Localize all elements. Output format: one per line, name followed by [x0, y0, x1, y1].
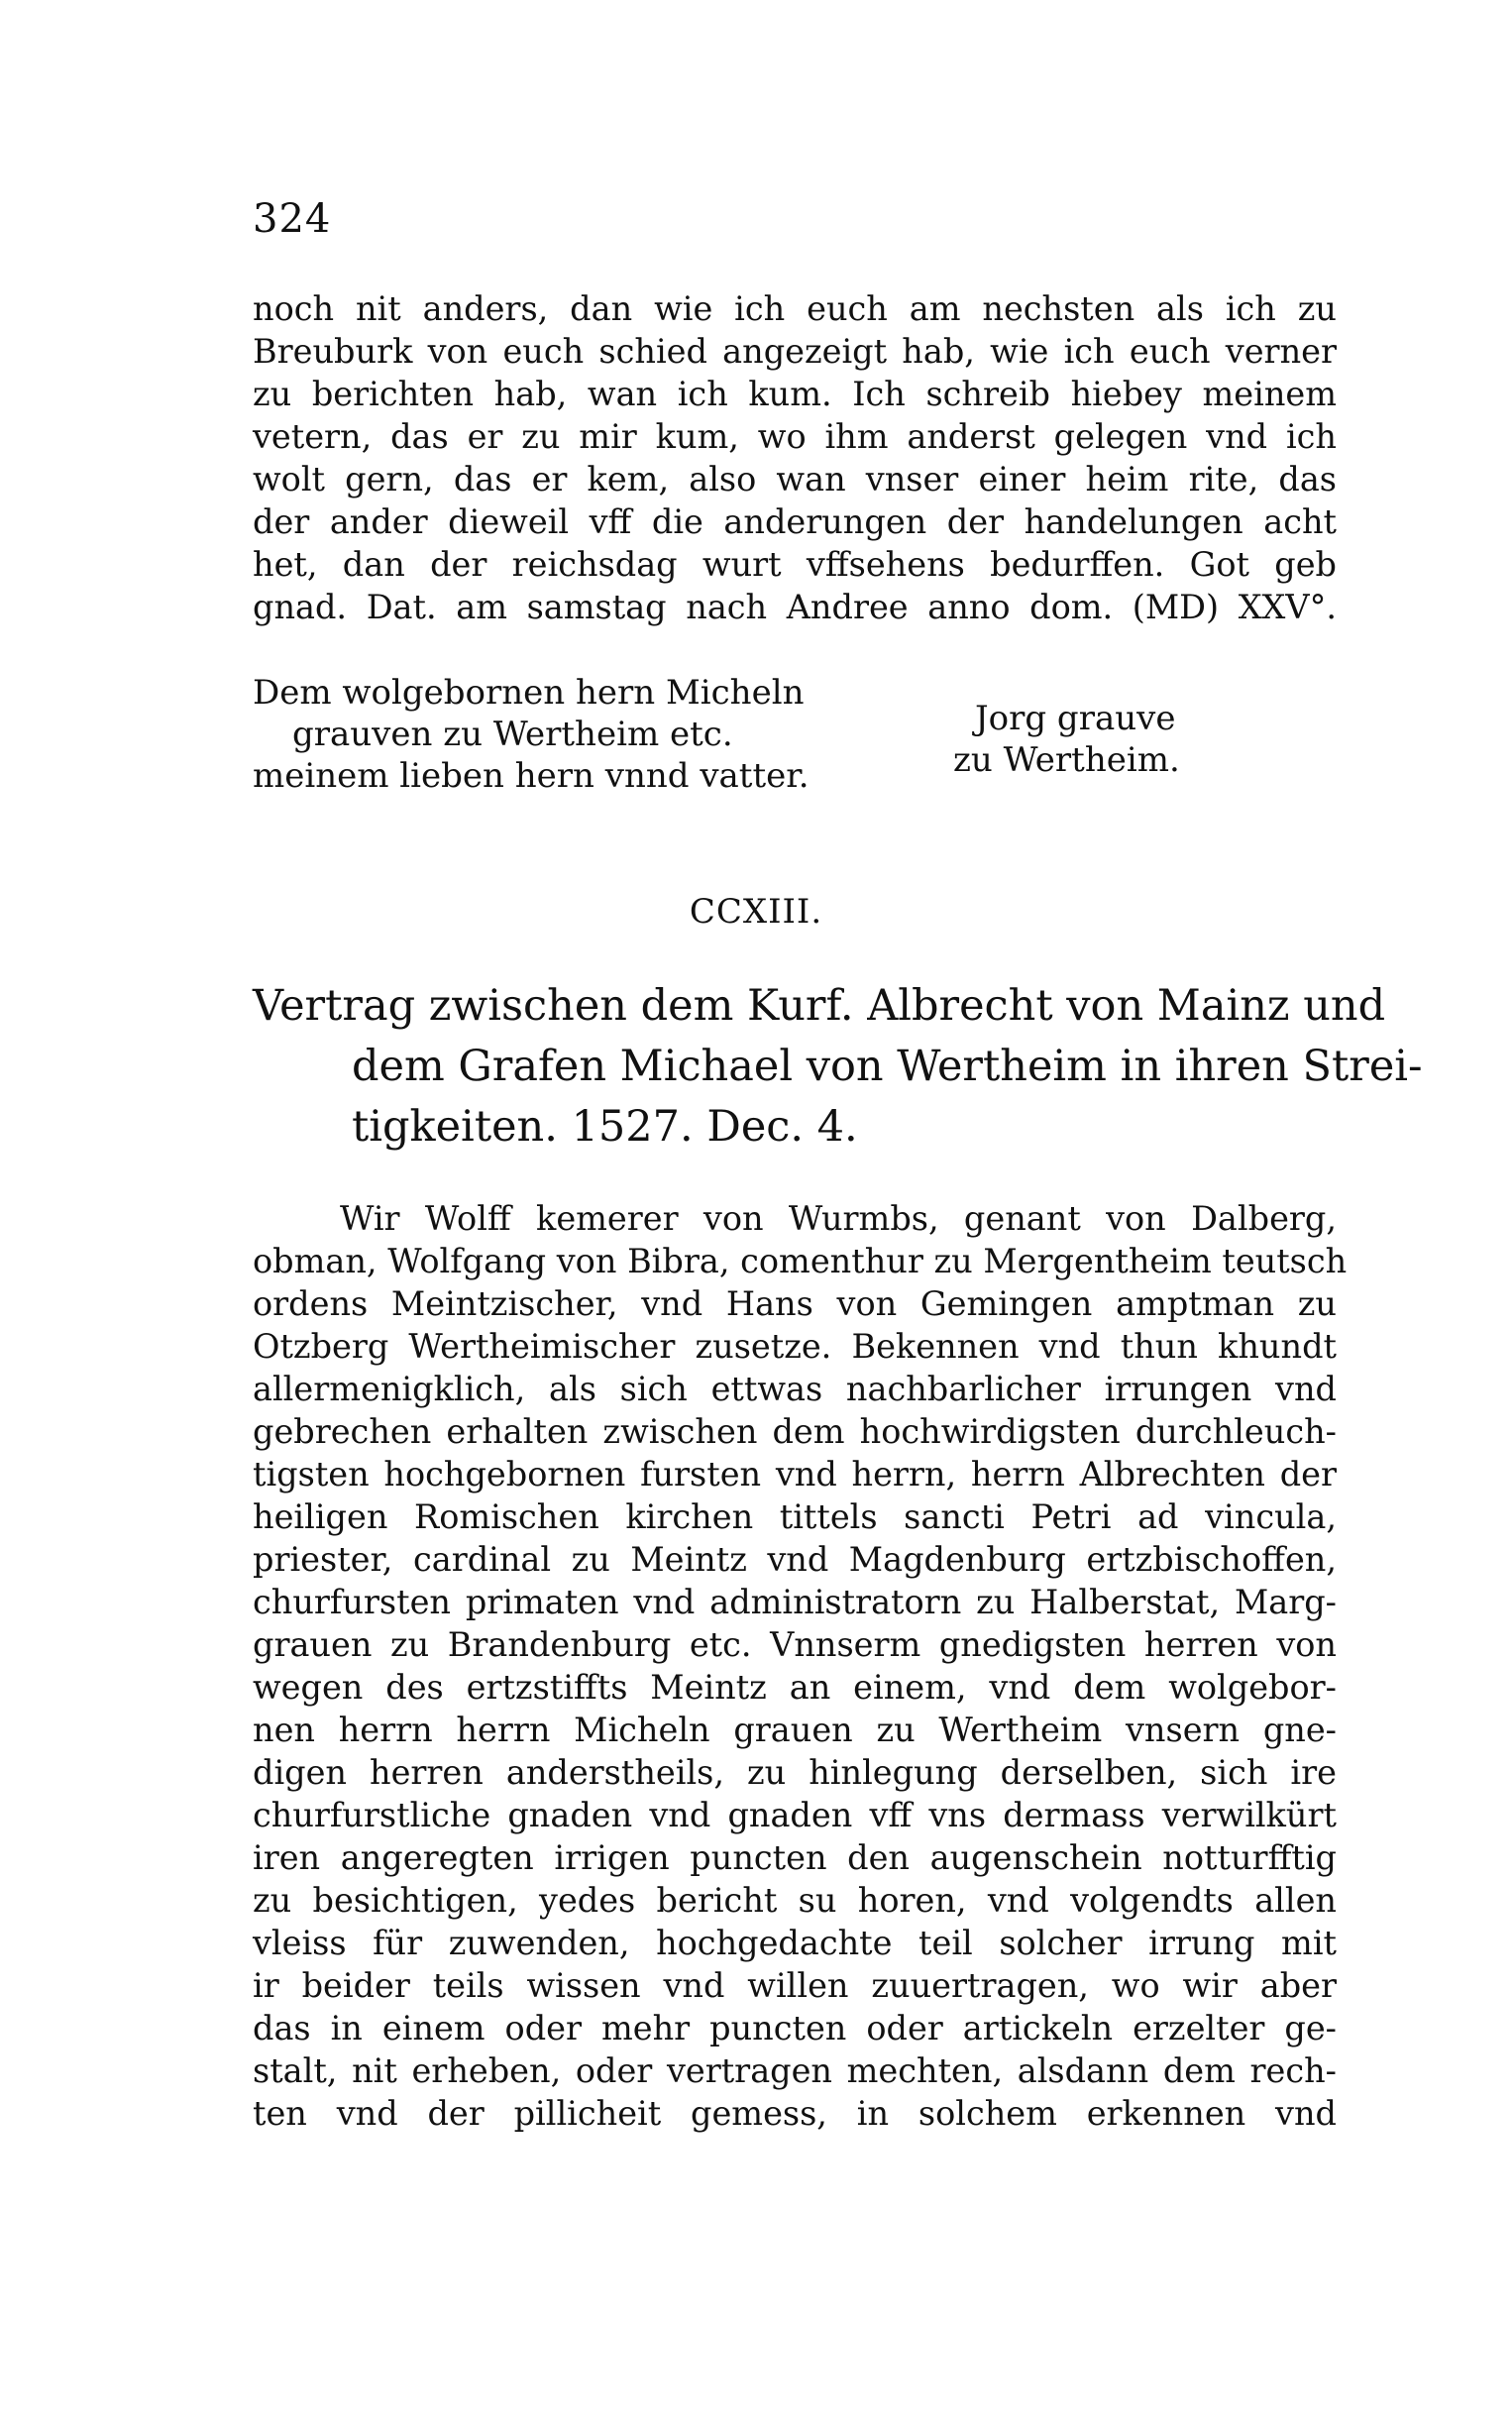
- body-line: Otzberg Wertheimischer zusetze. Bekennen vnd thun khundt: [253, 1327, 1337, 1366]
- body-line: allermenigklich, als sich ettwas nachbarlicher irrungen vnd: [253, 1370, 1337, 1408]
- letter-line: Breuburk von euch schied angezeigt hab, wie ich euch verner: [253, 332, 1337, 371]
- title-line: Vertrag zwischen dem Kurf. Albrecht von Mainz und: [253, 981, 1386, 1031]
- body-line: tigsten hochgebornen fursten vnd herrn, herrn Albrechten der: [253, 1455, 1337, 1493]
- body-line: priester, cardinal zu Meintz vnd Magdenburg ertzbischoffen,: [253, 1540, 1337, 1579]
- letter-line: gnad. Dat. am samstag nach Andree anno dom. (MD) XXV°.: [253, 588, 1337, 626]
- signature-line: zu Wertheim.: [953, 740, 1180, 780]
- body-line: obman, Wolfgang von Bibra, comenthur zu Mergentheim teutsch: [253, 1242, 1348, 1280]
- signature-line: Jorg grauve: [975, 699, 1176, 738]
- body-line: heiligen Romischen kirchen tittels sancti Petri ad vincula,: [253, 1497, 1337, 1536]
- letter-signature: [953, 698, 1250, 781]
- body-line: churfursten primaten vnd administratorn zu Halberstat, Marg-: [253, 1583, 1337, 1621]
- body-line: gebrechen erhalten zwischen dem hochwirdigsten durchleuch-: [253, 1412, 1337, 1451]
- body-line: iren angeregten irrigen puncten den augenschein notturfftig: [253, 1838, 1337, 1877]
- body-line: vleiss für zuwenden, hochgedachte teil solcher irrung mit: [253, 1924, 1337, 1962]
- letter-line: noch nit anders, dan wie ich euch am nechsten als ich zu: [253, 289, 1337, 328]
- body-line: zu besichtigen, yedes bericht su horen, vnd volgendts allen: [253, 1881, 1337, 1920]
- address-line: grauven zu Wertheim etc.: [292, 715, 733, 754]
- title-line: tigkeiten. 1527. Dec. 4.: [352, 1102, 858, 1152]
- address-line: meinem lieben hern vnnd vatter.: [253, 756, 810, 796]
- body-line: churfurstliche gnaden vnd gnaden vff vns dermass verwilkürt: [253, 1796, 1337, 1834]
- body-line: digen herren anderstheils, zu hinlegung derselben, sich ire: [253, 1753, 1337, 1792]
- body-line: Wir Wolff kemerer von Wurmbs, genant von Dalberg,: [340, 1199, 1337, 1238]
- body-line: ten vnd der pillicheit gemess, in solchem erkennen vnd: [253, 2094, 1337, 2133]
- body-line: grauen zu Brandenburg etc. Vnnserm gnedigsten herren von: [253, 1625, 1337, 1664]
- body-line: stalt, nit erheben, oder vertragen mechten, alsdann dem rech-: [253, 2051, 1337, 2090]
- letter-line: zu berichten hab, wan ich kum. Ich schreib hiebey meinem: [253, 375, 1337, 413]
- page-number: 324: [253, 196, 332, 242]
- document-title: [253, 976, 1423, 1158]
- letter-address: [253, 672, 867, 797]
- letter-line: het, dan der reichsdag wurt vffsehens bedurffen. Got geb: [253, 545, 1337, 584]
- letter-body: [253, 287, 1337, 628]
- body-line: ordens Meintzischer, vnd Hans von Gemingen amptman zu: [253, 1284, 1337, 1323]
- title-line: dem Grafen Michael von Wertheim in ihren Strei-: [352, 1042, 1423, 1091]
- body-line: das in einem oder mehr puncten oder artickeln erzelter ge-: [253, 2009, 1337, 2047]
- body-line: nen herrn herrn Micheln grauen zu Wertheim vnsern gne-: [253, 1711, 1337, 1749]
- letter-line: vetern, das er zu mir kum, wo ihm anderst gelegen vnd ich: [253, 417, 1337, 456]
- body-line: ir beider teils wissen vnd willen zuuertragen, wo wir aber: [253, 1966, 1337, 2005]
- document-number: CCXIII.: [689, 892, 823, 932]
- letter-line: der ander dieweil vff die anderungen der handelungen acht: [253, 502, 1337, 541]
- address-line: Dem wolgebornen hern Micheln: [253, 673, 805, 713]
- body-line: wegen des ertzstiffts Meintz an einem, vnd dem wolgebor-: [253, 1668, 1337, 1707]
- document-body: [253, 1197, 1348, 2135]
- letter-line: wolt gern, das er kem, also wan vnser einer heim rite, das: [253, 460, 1337, 498]
